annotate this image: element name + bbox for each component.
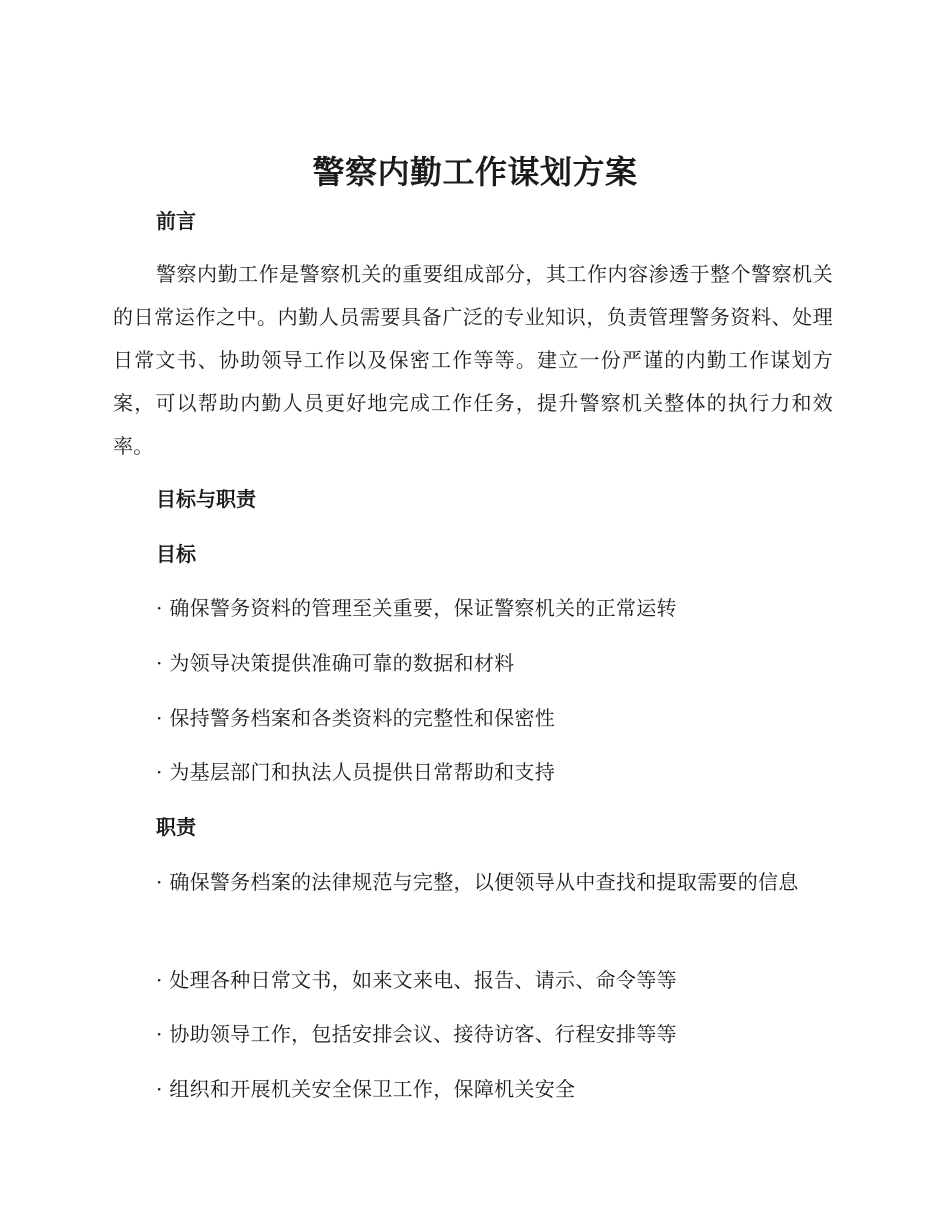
goal-item: · 确保警务资料的管理至关重要，保证警察机关的正常运转 — [156, 596, 677, 620]
goal-item: · 为领导决策提供准确可靠的数据和材料 — [156, 651, 515, 675]
document-title: 警察内勤工作谋划方案 — [312, 153, 638, 191]
duty-item: · 组织和开展机关安全保卫工作，保障机关安全 — [156, 1077, 576, 1101]
preface-paragraph: 警察内勤工作是警察机关的重要组成部分，其工作内容渗透于整个警察机关的日常运作之中。内勤人员需要具备广泛的专业知识，负责管理警务资料、处理日常文书、协助领导工作以及保密工作等等。建立一份严谨的内勤工作谋划方案，可以帮助内勤人员更好地完成工作任务，提升警察机关整体的执行力和效率。 — [113, 262, 833, 458]
subsection-heading-duties: 职责 — [156, 815, 196, 839]
duty-item: · 确保警务档案的法律规范与完整，以便领导从中查找和提取需要的信息 — [156, 870, 799, 894]
duty-item: · 处理各种日常文书，如来文来电、报告、请示、命令等等 — [156, 968, 677, 992]
goal-item: · 为基层部门和执法人员提供日常帮助和支持 — [156, 760, 556, 784]
section-heading-preface: 前言 — [156, 209, 196, 233]
duty-item: · 协助领导工作，包括安排会议、接待访客、行程安排等等 — [156, 1022, 677, 1046]
goal-item: · 保持警务档案和各类资料的完整性和保密性 — [156, 706, 556, 730]
section-heading-goals-duties: 目标与职责 — [156, 487, 256, 511]
subsection-heading-goals: 目标 — [156, 542, 196, 566]
